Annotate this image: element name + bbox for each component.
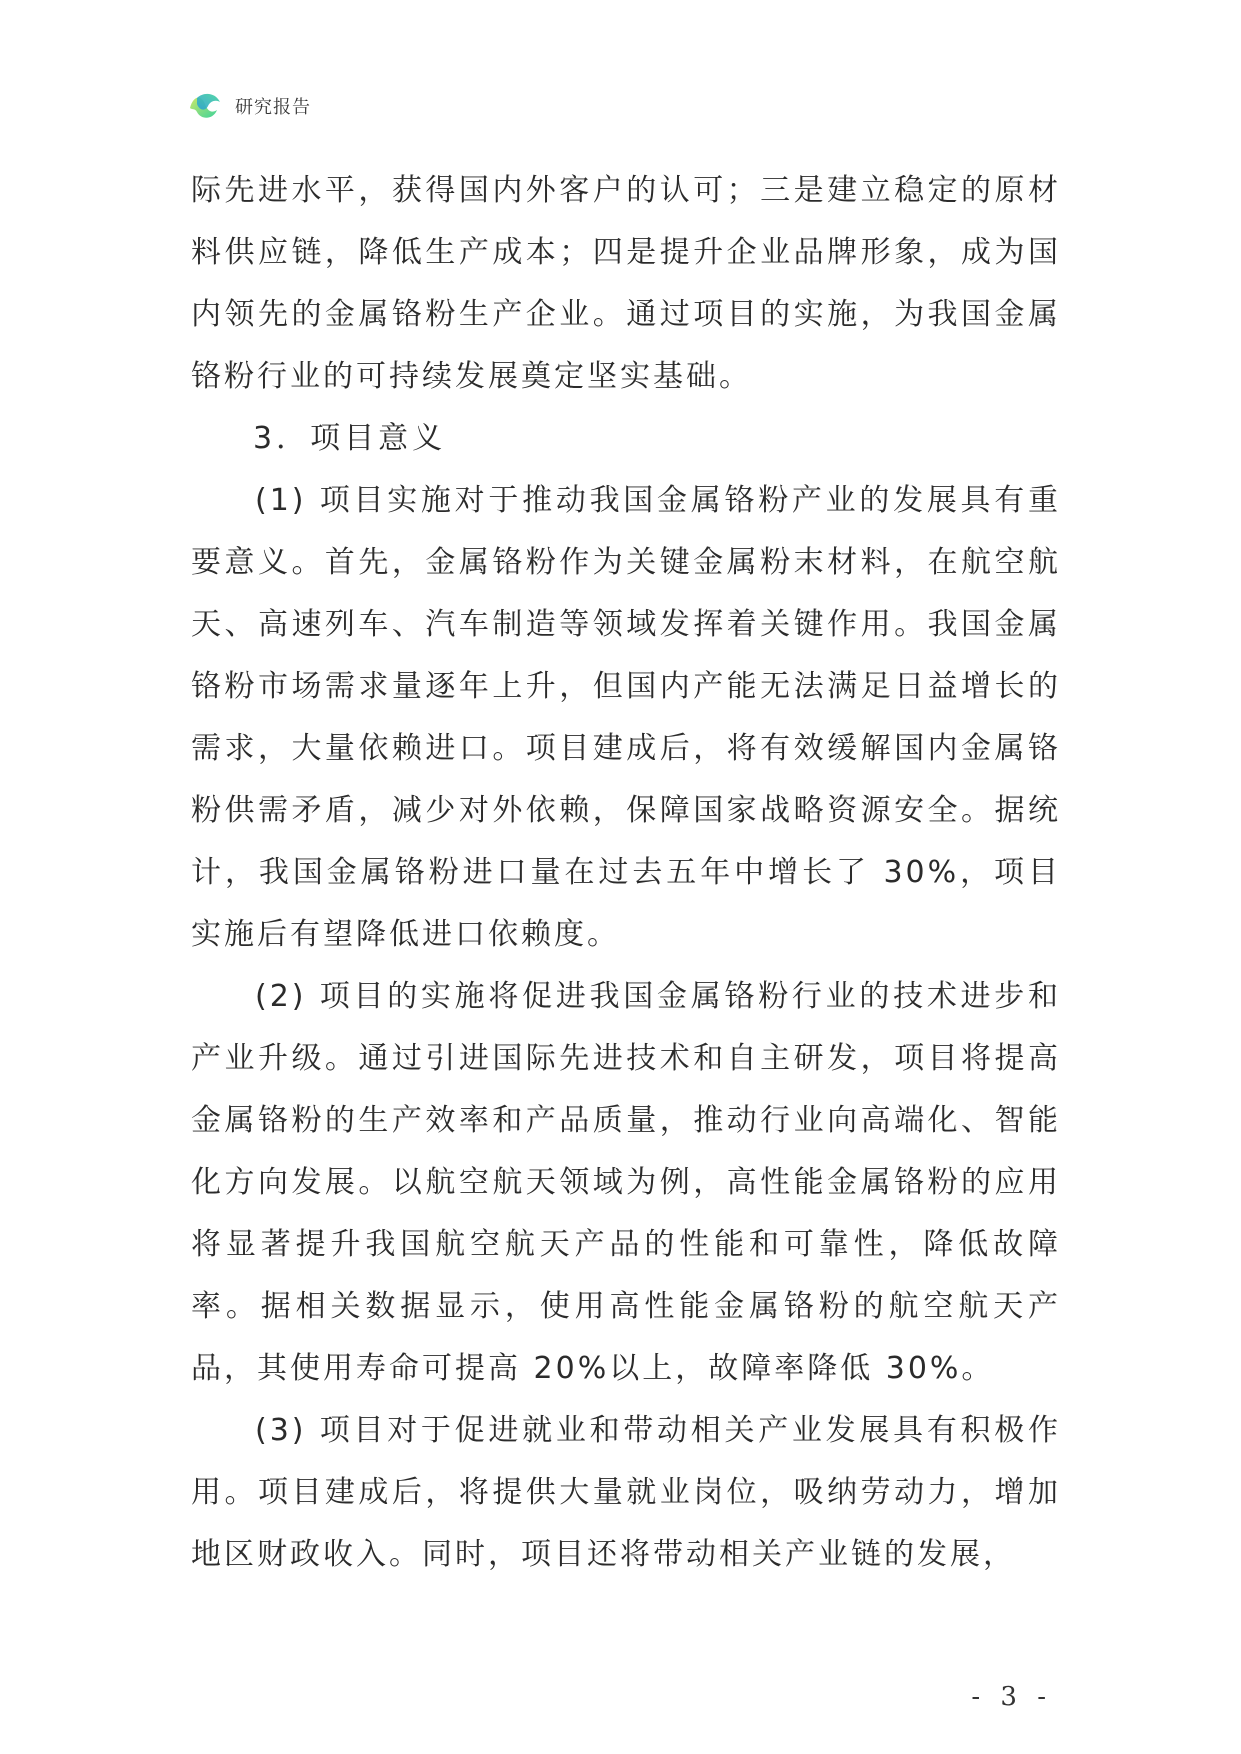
paragraph-1: (1) 项目实施对于推动我国金属铬粉产业的发展具有重要意义。首先，金属铬粉作为关键金属粉末材料，在航空航天、高速列车、汽车制造等领域发挥着关键作用。我国金属铬粉市场需求量逐年上升，但国内产能无法满足日益增长的需求，大量依赖进口。项目建成后，将有效缓解国内金属铬粉供需矛盾，减少对外依赖，保障国家战略资源安全。据统计，我国金属铬粉进口量在过去五年中增长了 30%，项目实施后有望降低进口依赖度。 <box>191 483 1061 952</box>
report-logo-icon <box>187 88 223 124</box>
document-body <box>191 160 1061 1586</box>
continuation-paragraph: 际先进水平，获得国内外客户的认可；三是建立稳定的原材料供应链，降低生产成本；四是提升企业品牌形象，成为国内领先的金属铬粉生产企业。通过项目的实施，为我国金属铬粉行业的可持续发展奠定坚实基础。 <box>191 173 1061 394</box>
paragraph-2: (2) 项目的实施将促进我国金属铬粉行业的技术进步和产业升级。通过引进国际先进技术和自主研发，项目将提高金属铬粉的生产效率和产品质量，推动行业向高端化、智能化方向发展。以航空航天领域为例，高性能金属铬粉的应用将显著提升我国航空航天产品的性能和可靠性，降低故障率。据相关数据显示，使用高性能金属铬粉的航空航天产品，其使用寿命可提高 20%以上，故障率降低 30%。 <box>191 979 1061 1386</box>
paragraph-3: (3) 项目对于促进就业和带动相关产业发展具有积极作用。项目建成后，将提供大量就业岗位，吸纳劳动力，增加地区财政收入。同时，项目还将带动相关产业链的发展， <box>191 1413 1061 1572</box>
page-number: - 3 - <box>971 1682 1052 1712</box>
section-heading: 3．项目意义 <box>253 421 447 456</box>
document-header <box>187 88 311 124</box>
header-title: 研究报告 <box>235 97 311 118</box>
